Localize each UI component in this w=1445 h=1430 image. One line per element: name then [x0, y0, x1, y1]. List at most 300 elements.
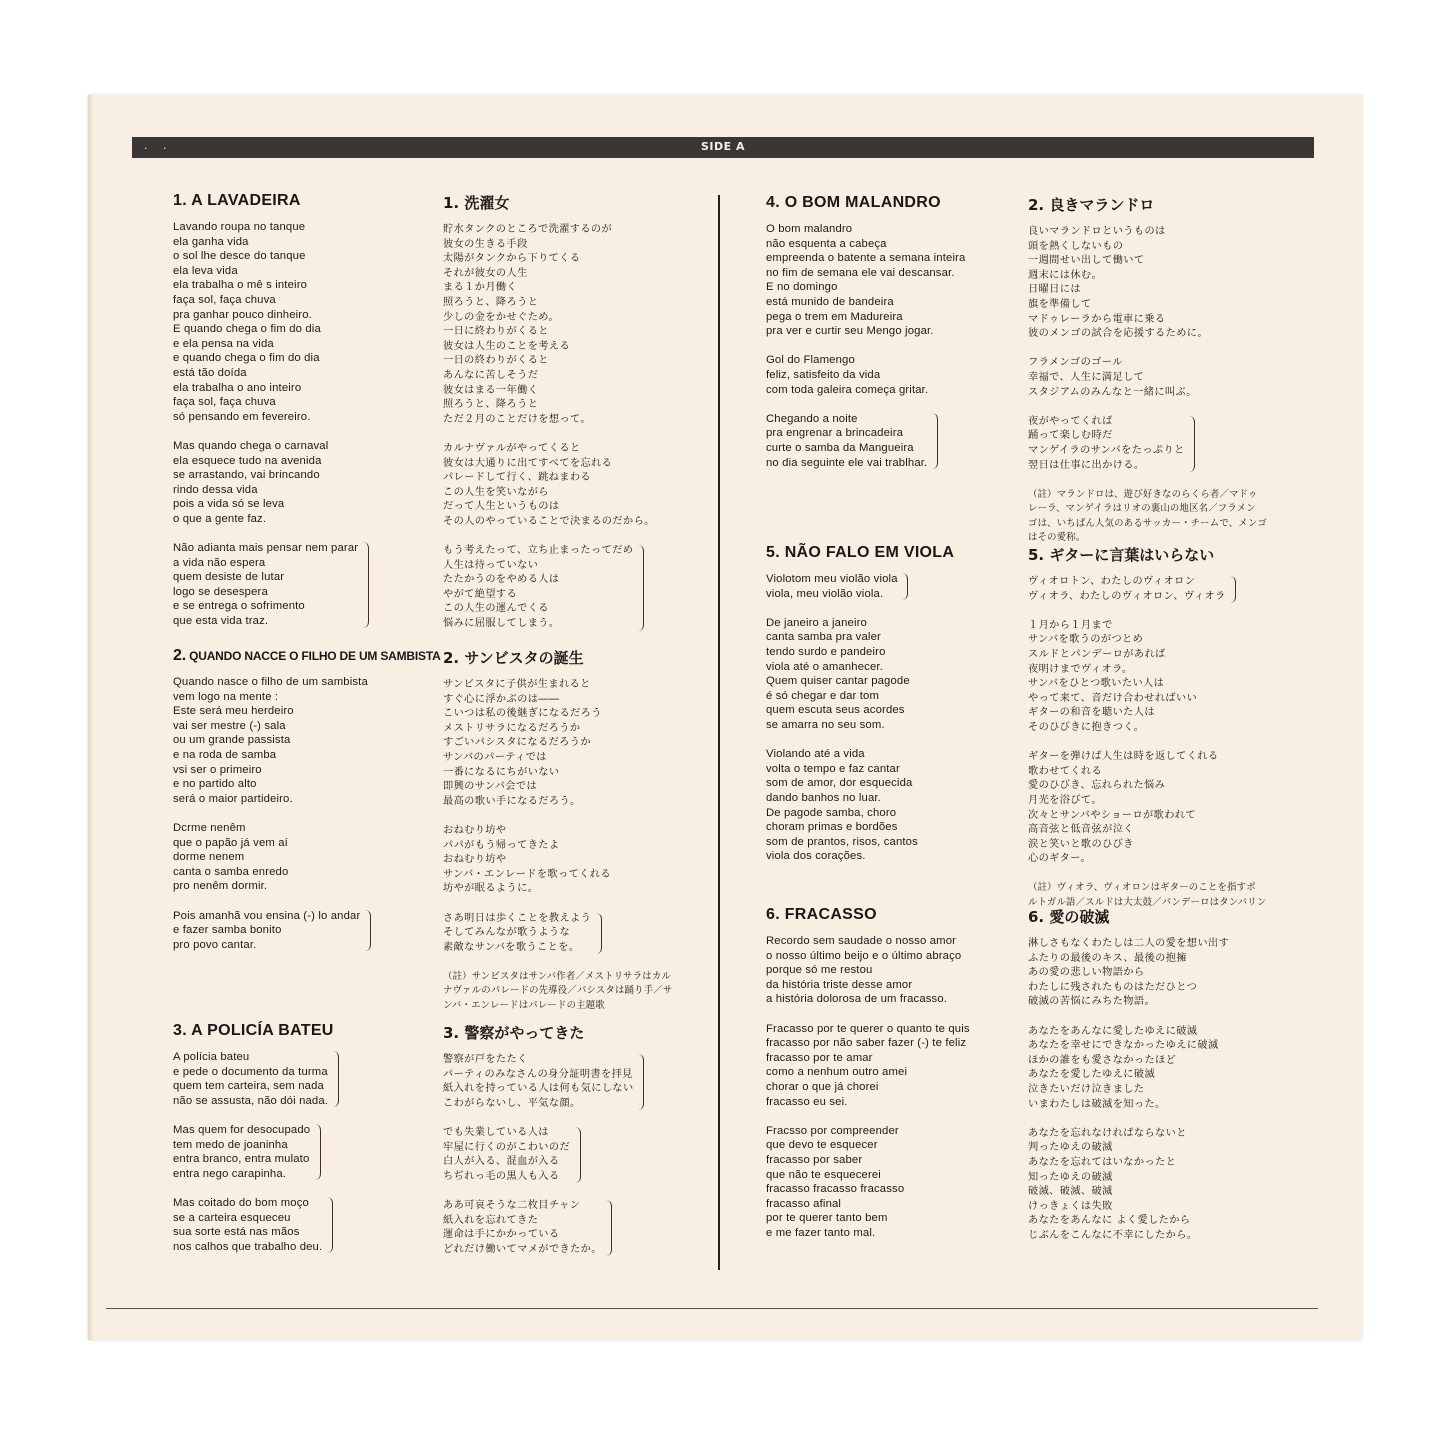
lyric-line: O bom malandro	[766, 223, 853, 235]
lyric-line: 週末には休む。	[1028, 269, 1103, 281]
lyric-line: やがて絶望する	[443, 588, 518, 600]
lyric-line: Violotom meu violão viola	[766, 573, 898, 585]
song-2-japanese	[443, 647, 672, 1014]
lyric-line: 夜明けまでヴィオラ。	[1028, 663, 1133, 675]
lyric-stanza	[1028, 1127, 1229, 1244]
lyric-line: 彼女は人生のことを考える	[443, 340, 571, 352]
lyric-line: 知ったゆえの破滅	[1028, 1171, 1113, 1183]
lyric-line: o que a gente faz.	[173, 512, 267, 525]
stanza-brace	[573, 1127, 581, 1183]
lyric-line: e me fazer tanto mal.	[766, 1226, 876, 1239]
lyric-stanza	[443, 1053, 634, 1111]
lyric-stanza	[173, 1123, 334, 1181]
lyric-line: fracasso afinal	[766, 1197, 842, 1210]
lyric-line: でも失業している人は	[443, 1126, 549, 1138]
lyric-line: volta o tempo e faz cantar	[766, 762, 900, 775]
stanza-brace	[1228, 576, 1236, 603]
lyric-line: スルドとパンデーロがあれば	[1028, 648, 1166, 660]
lyric-line: 太陽がタンクから下りてくる	[443, 253, 581, 265]
lyric-line: パレードして行く、跳ねまわる	[443, 472, 592, 484]
lyric-line: Não adianta mais pensar nem parar	[173, 542, 359, 555]
lyric-stanza	[1028, 1025, 1229, 1113]
column-divider	[718, 195, 720, 1270]
lyric-stanza	[443, 1126, 634, 1184]
lyric-stanza	[443, 678, 672, 809]
lyric-line: 日曜日には	[1028, 284, 1081, 296]
song-number: 2.	[173, 647, 186, 664]
lyric-line: Mas quem for desocupado	[173, 1123, 311, 1136]
lyric-line: すごいパシスタになるだろうか	[443, 737, 591, 749]
lyric-line: 踊って楽しむ時だ	[1028, 430, 1113, 442]
lyric-stanza	[443, 1199, 634, 1257]
lyric-line: ela esquece tudo na avenida	[173, 454, 322, 467]
lyric-line: だって人生というものは	[443, 501, 560, 513]
lyric-line: ギターを弾けば人生は時を返してくれる	[1028, 751, 1219, 763]
lyric-line: おねむり坊や	[443, 824, 507, 836]
lyric-stanza	[443, 824, 672, 897]
lyric-line: サンビスタに子供が生まれると	[443, 679, 591, 690]
lyric-line: fracasso fracasso fracasso	[766, 1183, 905, 1196]
lyric-line: no fim de semana ele vai descansar.	[766, 266, 955, 279]
lyric-line: メストリサラになるだろうか	[443, 722, 581, 734]
lyric-line: será o maior partideiro.	[173, 792, 293, 805]
lyric-line: Fracsso por compreender	[766, 1124, 899, 1137]
lyric-line: Fracasso por te querer o quanto te quis	[766, 1022, 970, 1035]
lyric-line: マドゥレーラから電車に乗る	[1028, 313, 1166, 325]
lyric-line: curte o samba da Mangueira	[766, 441, 914, 454]
song-5-japanese	[1028, 544, 1266, 911]
lyric-line: Quando nasce o filho de um sambista	[173, 676, 368, 688]
lyric-stanza	[443, 223, 655, 427]
lyric-line: サンバのパーティでは	[443, 751, 547, 763]
lyric-line: tendo surdo e pandeiro	[766, 645, 886, 658]
lyric-line: se amarra no seu som.	[766, 718, 885, 731]
lyric-line: そしてみんなが歌うような	[443, 927, 571, 939]
note-line: ゴは、いちばん人気のあるサッカー・チームで、メンゴ	[1028, 517, 1268, 529]
lyric-stanza	[173, 439, 358, 527]
lyric-line: 坊やが眠るように。	[443, 883, 539, 895]
lyric-line: どれだけ働いてマメができたか。	[443, 1243, 602, 1255]
lyric-line: ちぢれっ毛の黒人も入る	[443, 1170, 560, 1182]
lyric-line: その人のやっていることで決まるのだから。	[443, 515, 655, 527]
lyric-line: あなたを忘れてはいなかったと	[1028, 1156, 1177, 1168]
lyric-line: 淋しさもなくわたしは二人の愛を想い出す	[1028, 938, 1230, 949]
lyric-line: 少しの金をかせぐため。	[443, 311, 560, 323]
note-line: （註）サンビスタはサンバ作者／メストリサラはカル	[443, 970, 672, 982]
lyric-line: 運命は手にかかっている	[443, 1229, 560, 1241]
lyric-line: 最高の歌い手になるだろう。	[443, 795, 581, 807]
lyric-line: 愛のひびき、忘れられた悩み	[1028, 780, 1166, 792]
lyric-line: 心のギター。	[1028, 853, 1092, 865]
lyric-line: pra ganhar pouco dinheiro.	[173, 308, 312, 321]
note-line: はその愛称。	[1028, 532, 1086, 544]
lyric-stanza	[766, 616, 954, 733]
lyric-line: dorme nenem	[173, 851, 245, 864]
lyric-line: Violando até a vida	[766, 748, 865, 761]
lyric-line: じぶんをこんなに不幸にしたから。	[1028, 1229, 1198, 1241]
lyric-line: 旗を準備して	[1028, 298, 1092, 310]
lyric-line: ela trabalha o mê s inteiro	[173, 279, 308, 292]
song-title: 2. 良きマランドロ	[1028, 196, 1155, 214]
lyric-line: canta o samba enredo	[173, 865, 289, 878]
lyric-line: logo se desespera	[173, 585, 268, 598]
stanza-brace	[363, 910, 371, 952]
lyric-line: e fazer samba bonito	[173, 924, 282, 937]
lyric-line: サンバ・エンレードを歌ってくれる	[443, 868, 611, 880]
lyric-line: ただ２月のことだけを想って。	[443, 413, 592, 425]
lyric-stanza	[766, 1022, 970, 1110]
lyric-line: 泣きたいだけ泣きました	[1028, 1083, 1145, 1095]
lyric-line: entra branco, entra mulato	[173, 1153, 310, 1166]
lyric-line: ou um grande passista	[173, 734, 291, 747]
lyric-line: 一日の終わりがくると	[443, 355, 549, 367]
lyric-line: da história triste desse amor	[766, 978, 913, 991]
lyric-line: está munido de bandeira	[766, 295, 894, 308]
lyric-stanza	[766, 934, 970, 1007]
song-title: 2. サンビスタの誕生	[443, 649, 584, 667]
lyric-line: 破滅の苦悩にみちた物語。	[1028, 996, 1156, 1008]
lyric-line: ほかの誰をも愛さなかったほど	[1028, 1054, 1177, 1066]
lyric-line: se arrastando, vai brincando	[173, 469, 320, 482]
lyric-stanza	[173, 1196, 334, 1254]
lyric-line: 紙入れを持っている人は何も気にしない	[443, 1083, 634, 1095]
lyric-line: Quem quiser cantar pagode	[766, 675, 910, 688]
lyric-line: ギターの和音を聴いた人は	[1028, 707, 1155, 719]
lyric-line: não esquenta a cabeça	[766, 237, 887, 250]
lyric-line: vsi ser o primeiro	[173, 763, 262, 776]
lyric-line: あんなに苦しそうだ	[443, 369, 539, 381]
lyric-sheet	[88, 95, 1362, 1340]
lyric-stanza	[1028, 750, 1266, 867]
lyric-stanza	[1028, 415, 1267, 473]
lyric-line: vai ser mestre (-) sala	[173, 719, 286, 732]
lyric-line: faça sol, faça chuva	[173, 396, 276, 409]
note-line: ンバ・エンレードはパレードの主題歌	[443, 1000, 605, 1012]
lyric-line: 彼女はまる一年働く	[443, 384, 539, 396]
lyric-line: １月から１月まで	[1028, 619, 1113, 631]
lyric-line: pra engrenar a brincadeira	[766, 427, 904, 440]
lyric-line: faça sol, faça chuva	[173, 293, 276, 306]
lyric-line: com toda galeira começa gritar.	[766, 383, 929, 396]
lyric-line: あなたを幸せにできなかったゆえに破滅	[1028, 1040, 1219, 1052]
lyric-line: フラメンゴのゴール	[1028, 357, 1123, 369]
translator-note	[1028, 488, 1267, 546]
lyric-stanza	[766, 1124, 970, 1241]
song-title: 5. ギターに言葉はいらない	[1028, 546, 1215, 564]
lyric-line: pro nenêm dormir.	[173, 880, 268, 893]
lyric-stanza	[173, 541, 358, 629]
song-4-portuguese	[766, 194, 965, 485]
lyric-line: quem desiste de lutar	[173, 571, 285, 584]
lyric-line: あなたを忘れなければならないと	[1028, 1127, 1187, 1139]
lyric-line: 一週間せい出して働いて	[1028, 255, 1145, 267]
lyric-line: viola até o amanhecer.	[766, 660, 883, 673]
song-2-portuguese	[173, 647, 441, 967]
lyric-line: 歌わせてくれる	[1028, 765, 1103, 777]
lyric-stanza	[443, 442, 655, 530]
song-title: 3. A POLICÍA BATEU	[173, 1022, 334, 1039]
lyric-line: Este será meu herdeiro	[173, 705, 294, 718]
lyric-line: fracasso por te amar	[766, 1051, 873, 1064]
lyric-line: está tão doída	[173, 366, 247, 379]
lyric-line: canta samba pra valer	[766, 631, 881, 644]
lyric-line: もう考えたって、立ち止まったってだめ	[443, 545, 634, 557]
lyric-line: 貯水タンクのところで洗濯するのが	[443, 224, 613, 235]
lyric-line: この人生の運んでくる	[443, 603, 549, 615]
lyric-line: o sol lhe desce do tanque	[173, 250, 306, 263]
song-3-japanese	[443, 1022, 634, 1272]
lyric-line: De janeiro a janeiro	[766, 616, 867, 629]
lyric-stanza	[1028, 356, 1267, 400]
lyric-line: 夜がやってくれば	[1028, 415, 1113, 427]
lyric-line: サンバをひとつ歌いたい人は	[1028, 678, 1165, 690]
lyric-line: 牢屋に行くのがこわいのだ	[443, 1141, 571, 1153]
translator-note	[443, 970, 672, 1014]
lyric-line: さあ明日は歩くことを教えよう	[443, 912, 592, 924]
lyric-line: feliz, satisfeito da vida	[766, 368, 881, 381]
lyric-line: けっきょくは失敗	[1028, 1200, 1113, 1212]
lyric-stanza	[766, 412, 965, 470]
side-header-bar	[132, 137, 1314, 158]
lyric-line: 次々とサンバやショーロが歌われて	[1028, 809, 1196, 821]
note-line: （註）ヴィオラ、ヴィオロンはギターのことを指すポ	[1028, 882, 1256, 894]
note-line: （註）マランドロは、遊び好きなのらくら者／マドゥ	[1028, 488, 1258, 500]
lyric-stanza	[173, 675, 441, 806]
lyric-stanza	[173, 220, 358, 424]
lyric-stanza	[766, 222, 965, 339]
lyric-line: não se assusta, não dói nada.	[173, 1094, 329, 1107]
song-6-japanese	[1028, 906, 1229, 1258]
song-title	[173, 647, 441, 665]
lyric-line: あなたをあんなに愛したゆえに破滅	[1028, 1025, 1198, 1037]
lyric-stanza	[173, 1050, 334, 1108]
lyric-line: あなたをあんなに よく愛したから	[1028, 1215, 1191, 1227]
song-5-portuguese	[766, 544, 954, 878]
lyric-line: som de prantos, risos, cantos	[766, 835, 918, 848]
lyric-line: 彼のメンゴの試合を応援するために。	[1028, 328, 1208, 340]
lyric-line: 幸福で、人生に満足して	[1028, 371, 1145, 383]
lyric-line: それが彼女の人生	[443, 267, 528, 279]
lyric-line: そのひびきに抱きつく。	[1028, 721, 1145, 733]
lyric-line: e pede o documento da turma	[173, 1065, 328, 1078]
lyric-line: ela ganha vida	[173, 235, 249, 248]
lyric-line: ela leva vida	[173, 264, 238, 277]
lyric-line: som de amor, dor esquecida	[766, 777, 913, 790]
lyric-line: すぐ心に浮かぶのは――	[443, 693, 560, 705]
lyric-line: que o papão já vem aí	[173, 836, 288, 849]
lyric-stanza	[173, 821, 441, 894]
lyric-line: やって来て、音だけ合わせればいい	[1028, 692, 1198, 704]
lyric-line: 破滅、破滅、破滅	[1028, 1186, 1113, 1198]
header-dots: . .	[144, 139, 173, 152]
lyric-line: e na roda de samba	[173, 748, 277, 761]
lyric-line: 素敵なサンバを歌うことを。	[443, 941, 580, 953]
lyric-line: pro povo cantar.	[173, 938, 257, 951]
lyric-line: スタジアムのみんなと一緒に叫ぶ。	[1028, 386, 1197, 398]
lyric-line: se a carteira esqueceu	[173, 1211, 291, 1224]
lyric-stanza	[766, 572, 954, 601]
lyric-line: tem medo de joaninha	[173, 1138, 288, 1151]
lyric-line: só pensando em fevereiro.	[173, 410, 311, 423]
song-title: 1. A LAVADEIRA	[173, 192, 301, 209]
lyric-line: como a nenhum outro amei	[766, 1066, 908, 1079]
lyric-line: あの愛の悲しい物語から	[1028, 967, 1145, 979]
lyric-line: わたしに残されたものはただひとつ	[1028, 981, 1198, 993]
lyric-line: por te querer tanto bem	[766, 1212, 888, 1225]
lyric-line: たたかうのをやめる人は	[443, 574, 560, 586]
lyric-line: Recordo sem saudade o nosso amor	[766, 935, 957, 947]
lyric-line: ふたりの最後のキス、最後の抱擁	[1028, 952, 1187, 964]
lyric-line: rindo dessa vida	[173, 483, 258, 496]
bottom-rule	[106, 1308, 1318, 1309]
lyric-line: o nosso último beijo e o último abraço	[766, 949, 962, 962]
lyric-line: ela trabalha o ano inteiro	[173, 381, 302, 394]
lyric-line: quem tem carteira, sem nada	[173, 1080, 324, 1093]
lyric-line: pra ver e curtir seu Mengo jogar.	[766, 325, 934, 338]
lyric-line: 人生は待っていない	[443, 559, 539, 571]
lyric-line: この人生を笑いながら	[443, 486, 549, 498]
lyric-line: fracasso por não saber fazer (-) te feliz	[766, 1037, 967, 1050]
lyric-line: empreenda o batente a semana inteira	[766, 252, 966, 265]
lyric-stanza	[443, 544, 655, 632]
lyric-line: 彼女の生きる手段	[443, 238, 528, 250]
lyric-line: Pois amanhã vou ensina (-) lo andar	[173, 909, 361, 922]
lyric-line: 悩みに屈服してしまう。	[443, 618, 560, 630]
lyric-line: quem escuta seus acordes	[766, 704, 905, 717]
stanza-brace	[900, 573, 908, 600]
lyric-line: nos calhos que trabalho deu.	[173, 1240, 323, 1253]
lyric-stanza	[766, 353, 965, 397]
lyric-line: Mas quando chega o carnaval	[173, 439, 329, 452]
lyric-line: カルナヴァルがやってくると	[443, 442, 581, 454]
lyric-line: 頭を熱くしないもの	[1028, 240, 1124, 252]
stanza-brace	[930, 413, 938, 469]
lyric-line: vem logo na mente :	[173, 690, 279, 703]
stanza-brace	[594, 913, 602, 955]
lyric-line: 紙入れを忘れてきた	[443, 1214, 539, 1226]
note-line: ルトガル語／スルドは大太鼓／パンデーロはタンバリン	[1028, 897, 1267, 909]
lyric-line: Lavando roupa no tanque	[173, 221, 306, 233]
lyric-line: porque só me restou	[766, 964, 873, 977]
lyric-line: まる１か月働く	[443, 282, 518, 294]
lyric-line: Dcrme nenêm	[173, 821, 246, 834]
lyric-line: 彼女は大通りに出てすべてを忘れる	[443, 457, 613, 469]
lyric-line: 涙と笑いと歌のひびき	[1028, 838, 1134, 850]
stanza-brace	[325, 1197, 333, 1253]
lyric-line: ああ可哀そうな二枚目チャン	[443, 1199, 581, 1211]
lyric-line: e quando chega o fim do dia	[173, 352, 320, 365]
lyric-line: パパがもう帰ってきたよ	[443, 839, 560, 851]
lyric-line: que não te esquecerei	[766, 1168, 881, 1181]
song-title: 3. 警察がやってきた	[443, 1024, 585, 1042]
lyric-line: 白人が入る、混血が入る	[443, 1156, 560, 1168]
stanza-brace	[313, 1124, 321, 1180]
lyric-line: chorar o que já chorei	[766, 1080, 879, 1093]
lyric-line: 翌日は仕事に出かける。	[1028, 459, 1145, 471]
lyric-line: ヴィオラ、わたしのヴィオロン、ヴィオラ	[1028, 590, 1226, 602]
side-label: SIDE A	[700, 140, 745, 153]
lyric-line: A polícia bateu	[173, 1051, 250, 1063]
lyric-line: 一番になるにちがいない	[443, 766, 560, 778]
song-6-portuguese	[766, 906, 970, 1255]
lyric-line: que devo te esquecer	[766, 1139, 878, 1152]
lyric-line: 高音弦と低音弦が泣く	[1028, 824, 1134, 836]
lyric-line: 警察が戸をたたく	[443, 1054, 528, 1065]
lyric-stanza	[766, 747, 954, 864]
lyric-line: e no partido alto	[173, 778, 257, 791]
lyric-line: ヴィオロトン、わたしのヴィオロン	[1028, 576, 1196, 587]
lyric-line: dando banhos no luar.	[766, 791, 881, 804]
lyric-line: 照ろうと、降ろうと	[443, 399, 539, 411]
lyric-line: viola dos corações.	[766, 850, 866, 863]
song-title: 6. 愛の破滅	[1028, 908, 1110, 926]
stanza-brace	[604, 1200, 612, 1256]
lyric-line: a história dolorosa de um fracasso.	[766, 993, 948, 1006]
lyric-line: fracasso por saber	[766, 1153, 863, 1166]
lyric-line: 判ったゆえの破滅	[1028, 1142, 1113, 1154]
note-line: レーラ、マンゲイラはリオの裏山の地区名／フラメン	[1028, 503, 1256, 515]
lyric-line: no dia seguinte ele vai trablhar.	[766, 456, 928, 469]
lyric-line: e se entrega o sofrimento	[173, 600, 305, 613]
lyric-stanza	[1028, 225, 1267, 342]
lyric-line: Mas coitado do bom moço	[173, 1196, 309, 1209]
lyric-line: 月光を浴びて。	[1028, 794, 1102, 806]
lyric-line: pega o trem em Madureira	[766, 310, 903, 323]
lyric-line: e ela pensa na vida	[173, 337, 274, 350]
lyric-stanza	[1028, 619, 1266, 736]
lyric-line: 良いマランドロというものは	[1028, 226, 1166, 237]
lyric-line: pois a vida só se leva	[173, 498, 285, 511]
song-1-portuguese	[173, 192, 358, 643]
stanza-brace	[636, 545, 644, 631]
lyric-line: Chegando a noite	[766, 412, 858, 425]
stanza-brace	[636, 1054, 644, 1110]
song-3-portuguese	[173, 1022, 334, 1269]
stanza-brace	[1187, 416, 1195, 472]
lyric-stanza	[1028, 575, 1266, 604]
lyric-stanza	[1028, 937, 1229, 1010]
lyric-line: あなたを愛したゆえに破滅	[1028, 1069, 1156, 1081]
lyric-line: 照ろうと、降ろうと	[443, 296, 539, 308]
lyric-line: é só chegar e dar tom	[766, 689, 880, 702]
lyric-line: a vida não espera	[173, 556, 266, 569]
lyric-line: E no domingo	[766, 281, 838, 294]
lyric-line: サンバを歌うのがつとめ	[1028, 634, 1144, 646]
lyric-line: こわがらないし、平気な顔。	[443, 1097, 581, 1109]
lyric-line: fracasso eu sei.	[766, 1095, 848, 1108]
lyric-line: entra nego carapinha.	[173, 1167, 287, 1180]
note-line: ナヴァルのパレードの先導役／パシスタは踊り手／サ	[443, 985, 673, 997]
lyric-stanza	[443, 912, 672, 956]
lyric-line: que esta vida traz.	[173, 615, 269, 628]
lyric-line: viola, meu violão viola.	[766, 587, 884, 600]
lyric-line: Gol do Flamengo	[766, 354, 855, 367]
song-title: 4. O BOM MALANDRO	[766, 194, 941, 211]
song-title: 5. NÃO FALO EM VIOLA	[766, 544, 955, 561]
lyric-line: E quando chega o fim do dia	[173, 323, 321, 336]
lyric-line: いまわたしは破滅を知った。	[1028, 1098, 1166, 1110]
lyric-line: こいつは私の後継ぎになるだろう	[443, 708, 602, 720]
lyric-line: sua sorte está nas mãos	[173, 1226, 300, 1239]
song-4-japanese	[1028, 194, 1267, 546]
lyric-line: choram primas e bordões	[766, 821, 898, 834]
song-title-text: QUANDO NACCE O FILHO DE UM SAMBISTA	[189, 649, 441, 663]
lyric-line: 即興のサンバ会では	[443, 781, 538, 793]
stanza-brace	[331, 1051, 339, 1107]
song-1-japanese	[443, 192, 655, 646]
lyric-line: おねむり坊や	[443, 854, 507, 866]
lyric-stanza	[173, 909, 441, 953]
